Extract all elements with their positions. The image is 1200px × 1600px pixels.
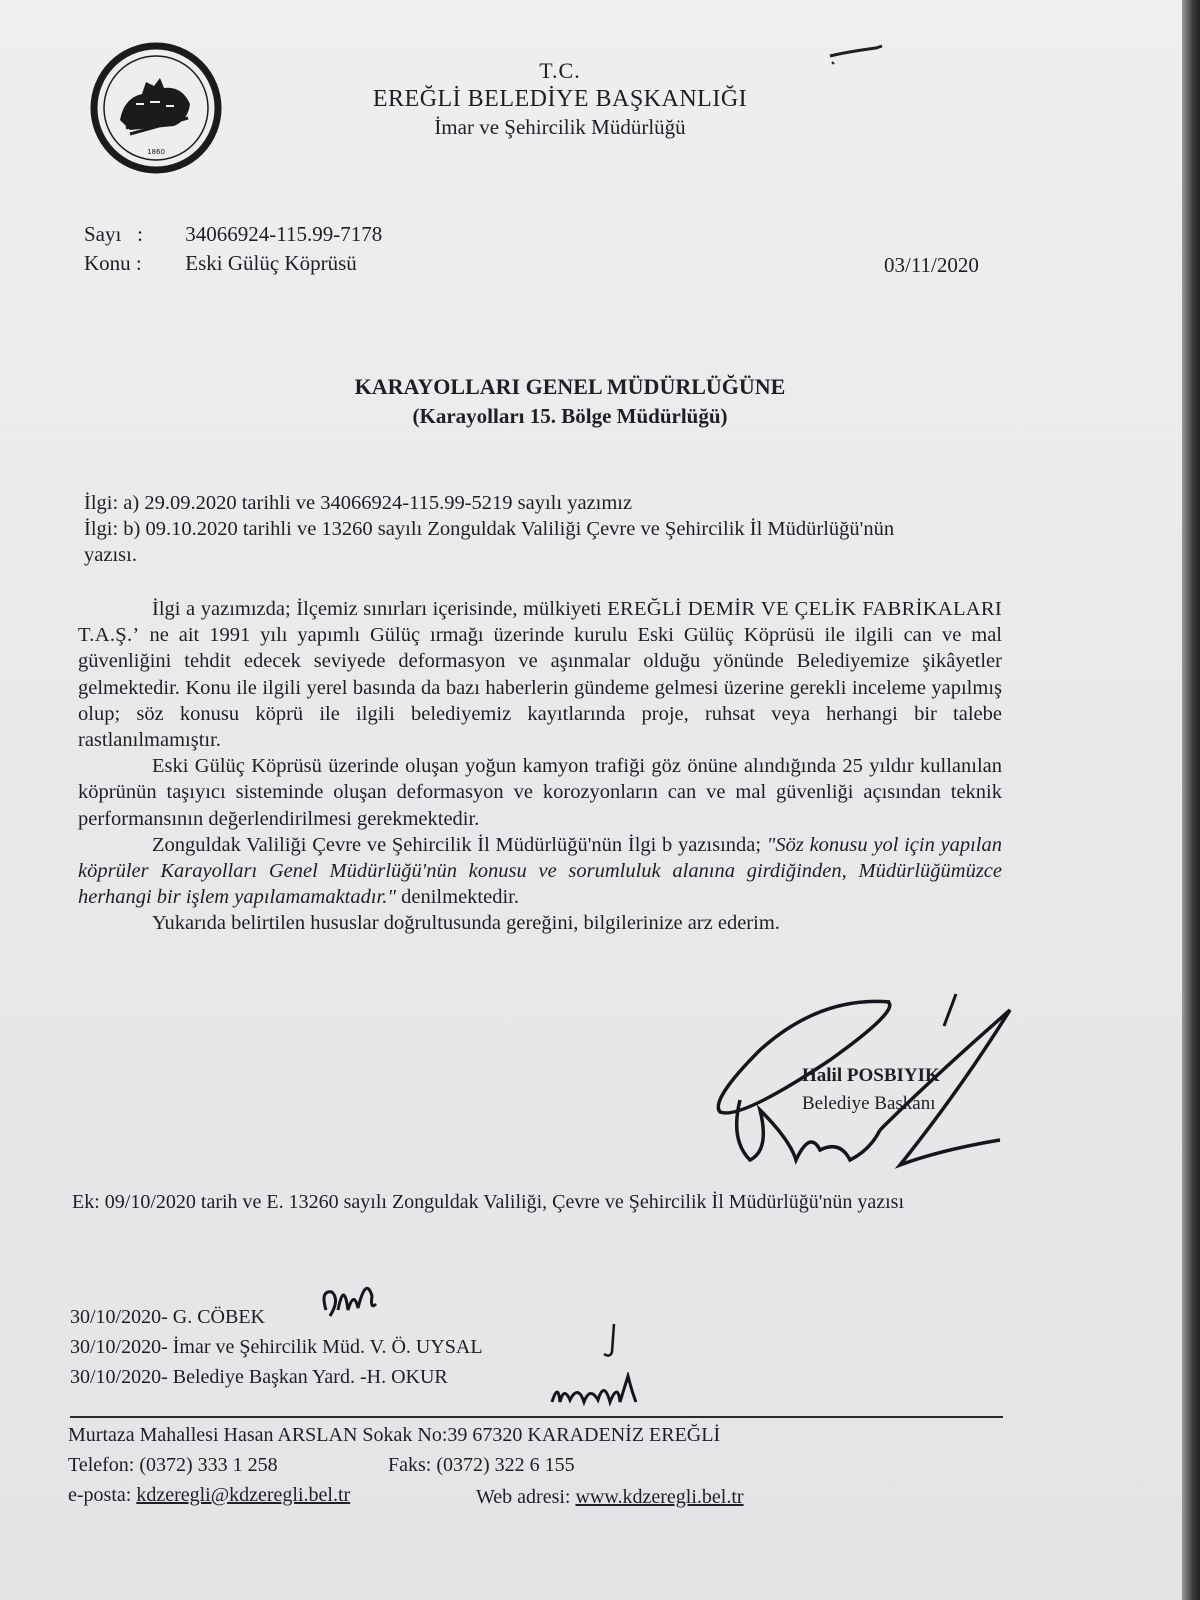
header-department: İmar ve Şehircilik Müdürlüğü — [434, 115, 686, 139]
addressee-line2: (Karayolları 15. Bölge Müdürlüğü) — [412, 404, 728, 428]
konu-label: Konu — [84, 251, 131, 275]
footer-fax: Faks: (0372) 322 6 155 — [388, 1454, 575, 1476]
paragraph-3-end: denilmektedir. — [396, 886, 519, 909]
email-link[interactable]: kdzeregli@kdzeregli.bel.tr — [136, 1484, 351, 1506]
company-name: EREĞLİ DEMİR VE ÇELİK FABRİKALARI T.A.Ş.’ — [78, 598, 1002, 647]
footer-phone: Telefon: (0372) 333 1 258 — [68, 1454, 278, 1476]
footer-divider — [70, 1416, 1003, 1418]
initial-line-2: 30/10/2020- İmar ve Şehircilik Müd. V. Ö. UYSAL — [70, 1336, 483, 1358]
paragraph-1-start: İlgi a yazımızda; İlçemiz sınırları içerisinde, mülkiyeti — [152, 598, 608, 620]
paragraph-1-end: ne ait 1991 yılı yapımlı Gülüç ırmağı üzerinde kurulu Eski Gülüç Köprüsü ile ilgili can ve mal güvenliğini tehdit edecek seviyede deformasyon ve aşınmalar olduğu yönünde Belediyemize şikâyetler gelmektedir. Konu ile ilgili yerel basında da bazı haberlerin gündeme gelmesi üzerine gerekli inceleme yapılmış olup; söz konusu köprü ile ilgili belediyemiz kayıtlarında proje, ruhsat veya herhangi bir talebe rastlanılmamıştır. — [78, 624, 1002, 752]
initial-signature-1 — [318, 1270, 382, 1334]
reference-b: İlgi: b) 09.10.2020 tarihli ve 13260 sayılı Zonguldak Valiliği Çevre ve Şehircilik İl Müdürlüğü'nün yazısı. — [84, 518, 895, 566]
paper-edge-shadow — [1182, 0, 1200, 1600]
letter-header — [340, 58, 780, 140]
signatory-block — [802, 1062, 940, 1118]
pen-mark — [826, 40, 886, 70]
sayi-separator: : — [137, 222, 143, 246]
email-label: e-posta: — [68, 1484, 137, 1506]
sayi-label: Sayı — [84, 222, 122, 246]
signatory-title: Belediye Başkanı — [802, 1093, 936, 1114]
sayi-value: 34066924-115.99-7178 — [185, 222, 383, 246]
header-municipality: EREĞLİ BELEDİYE BAŞKANLIĞI — [372, 86, 748, 112]
signatory-name: Halil POSBIYIK — [802, 1065, 940, 1086]
svg-text:1860: 1860 — [147, 148, 165, 156]
footer-address: Murtaza Mahallesi Hasan ARSLAN Sokak No:39 67320 KARADENİZ EREĞLİ — [68, 1424, 721, 1446]
header-tc: T.C. — [539, 58, 581, 83]
initial-signature-3 — [548, 1372, 640, 1414]
paragraph-2: Eski Gülüç Köprüsü üzerinde oluşan yoğun kamyon trafiği göz önüne alındığında 25 yıldır kullanılan köprünün taşıyıcı sisteminde oluşan deformasyon ve korozyonların can ve mal güvenliği açısından teknik performansının değerlendirilmesi gerekmektedir. — [78, 755, 1002, 830]
web-label: Web adresi: — [476, 1486, 576, 1508]
initial-signature-2 — [598, 1322, 622, 1362]
footer-web-row — [476, 1486, 744, 1509]
initial-line-1: 30/10/2020- G. CÖBEK — [70, 1306, 265, 1328]
footer-email-row — [68, 1484, 350, 1507]
quoted-text: "Söz konusu yol için yapılan köprüler Karayolları Genel Müdürlüğü'nün konusu ve sorumluluk alanına girdiğinden, Müdürlüğümüzce herhangi bir işlem yapılamamaktadır." — [78, 833, 1003, 909]
letter-body — [78, 596, 1002, 937]
reference-a: İlgi: a) 29.09.2020 tarihli ve 34066924-115.99-5219 sayılı yazımız — [84, 492, 633, 514]
paragraph-1 — [78, 596, 1002, 753]
paragraph-3-start: Zonguldak Valiliği Çevre ve Şehircilik İl Müdürlüğü'nün İlgi b yazısında; — [152, 833, 767, 856]
konu-value: Eski Gülüç Köprüsü — [185, 251, 357, 275]
paragraph-4: Yukarıda belirtilen hususlar doğrultusunda gereğini, bilgilerinize arz ederim. — [152, 912, 780, 935]
letter-date: 03/11/2020 — [884, 253, 979, 277]
attachment-note: Ek: 09/10/2020 tarih ve E. 13260 sayılı Zonguldak Valiliği, Çevre ve Şehircilik İl Müdürlüğü'nün yazısı — [72, 1191, 905, 1213]
addressee-block — [220, 374, 920, 429]
municipality-seal-icon — [90, 42, 222, 174]
konu-separator: : — [135, 251, 142, 275]
meta-konu — [84, 251, 357, 276]
meta-sayi — [84, 222, 382, 247]
initial-line-3: 30/10/2020- Belediye Başkan Yard. -H. OKUR — [70, 1366, 448, 1388]
paragraph-3 — [78, 832, 1002, 911]
web-link[interactable]: www.kdzeregli.bel.tr — [575, 1486, 744, 1508]
addressee-line1: KARAYOLLARI GENEL MÜDÜRLÜĞÜNE — [354, 374, 786, 399]
